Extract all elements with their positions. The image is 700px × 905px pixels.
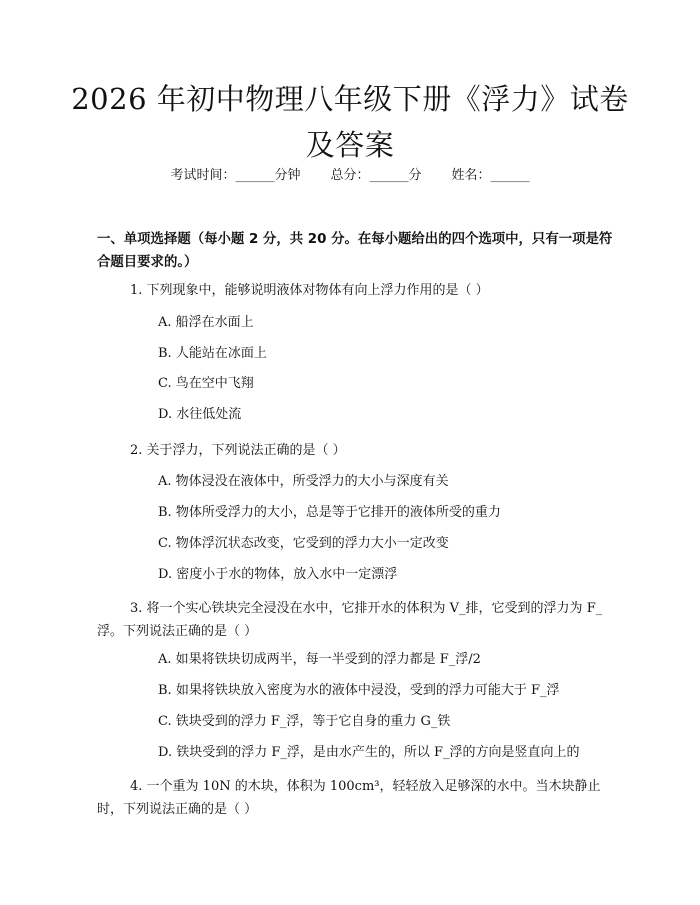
question-1-option-b: B. 人能站在冰面上 <box>158 346 267 361</box>
question-2-stem: 2. 关于浮力，下列说法正确的是（ ） <box>130 443 346 458</box>
question-1-option-d: D. 水往低处流 <box>158 407 242 422</box>
page-title: 2026 年初中物理八年级下册《浮力》试卷及答案 <box>71 82 629 162</box>
question-1-option-c: C. 鸟在空中飞翔 <box>158 376 254 391</box>
exam-time-field: 考试时间：______分钟 <box>170 168 301 183</box>
question-3-option-a: A. 如果将铁块切成两半，每一半受到的浮力都是 F_浮/2 <box>158 652 481 667</box>
question-2-option-d: D. 密度小于水的物体，放入水中一定漂浮 <box>158 567 398 582</box>
question-3-option-c: C. 铁块受到的浮力 F_浮，等于它自身的重力 G_铁 <box>158 714 451 729</box>
question-2-option-a: A. 物体浸没在液体中，所受浮力的大小与深度有关 <box>158 474 449 489</box>
question-1-option-a: A. 船浮在水面上 <box>158 315 254 330</box>
question-3-option-d: D. 铁块受到的浮力 F_浮，是由水产生的，所以 F_浮的方向是竖直向上的 <box>158 745 580 760</box>
question-2-option-b: B. 物体所受浮力的大小，总是等于它排开的液体所受的重力 <box>158 505 501 520</box>
section-heading: 一、单项选择题（每小题 2 分，共 20 分。在每小题给出的四个选项中，只有一项是符合题目要求的。） <box>97 232 613 270</box>
question-1-stem: 1. 下列现象中，能够说明液体对物体有向上浮力作用的是（ ） <box>130 283 489 298</box>
student-name-field: 姓名：______ <box>451 168 530 183</box>
question-3-stem: 3. 将一个实心铁块完全浸没在水中，它排开水的体积为 V_排，它受到的浮力为 F_浮。下列说法正确的是（ ） <box>97 601 603 639</box>
total-score-field: 总分：______分 <box>330 168 422 183</box>
question-4-stem: 4. 一个重为 10N 的木块，体积为 100cm³，轻轻放入足够深的水中。当木块静止时，下列说法正确的是（ ） <box>97 779 601 817</box>
question-2-option-c: C. 物体浮沉状态改变，它受到的浮力大小一定改变 <box>158 536 449 551</box>
exam-info-line <box>0 166 700 186</box>
question-3-option-b: B. 如果将铁块放入密度为水的液体中浸没，受到的浮力可能大于 F_浮 <box>158 683 560 698</box>
